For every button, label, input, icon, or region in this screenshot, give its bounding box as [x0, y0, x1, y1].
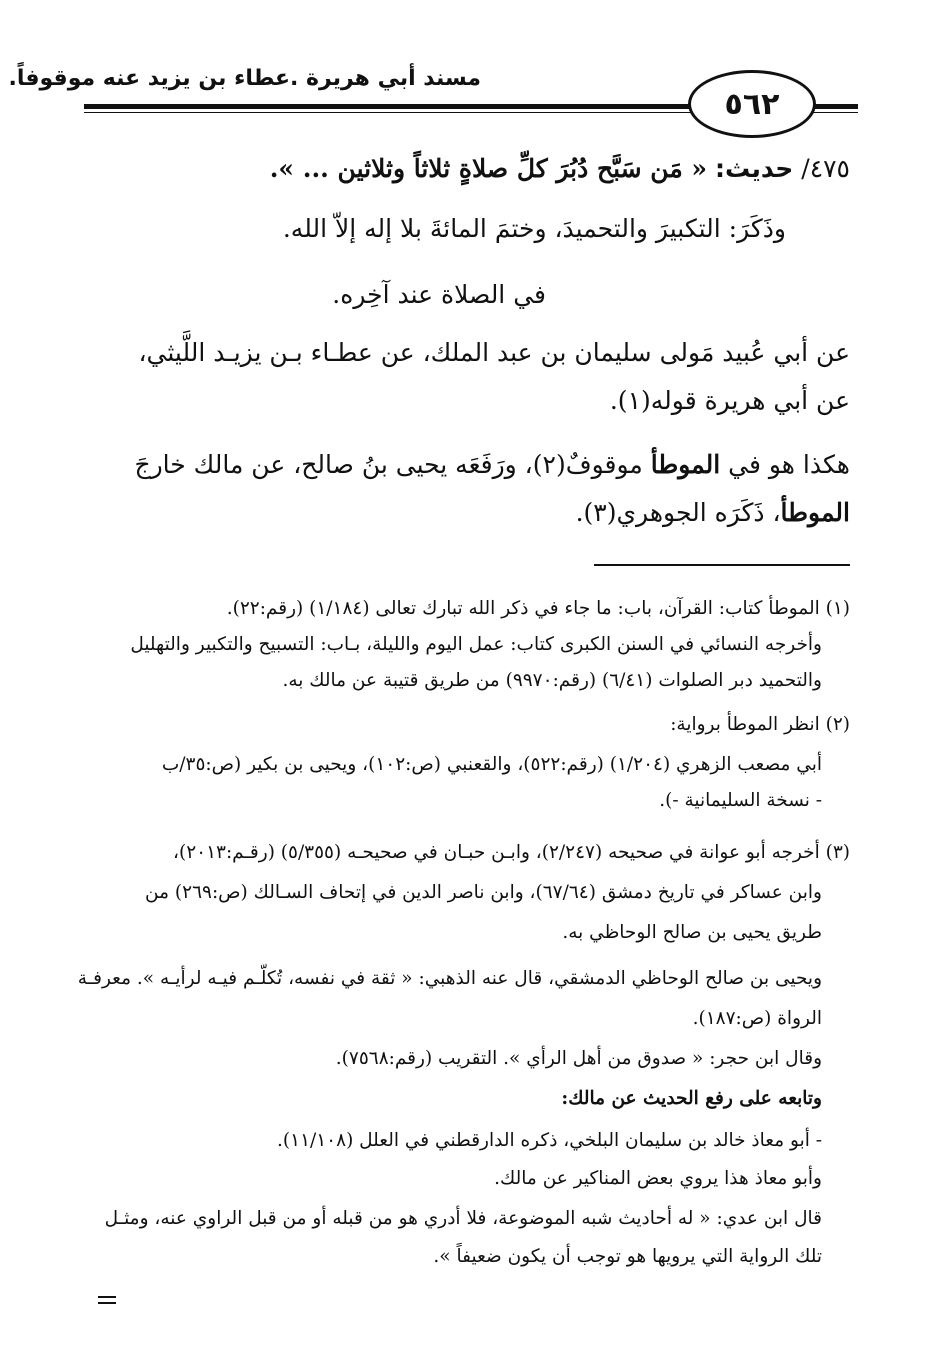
main-paragraph-line: عن أبي عُبيد مَولى سليمان بن عبد الملك، عن عطـاء بـن يزيـد اللَّيثي،	[138, 338, 850, 367]
page-number-oval	[688, 70, 816, 138]
hadith-text: « مَن سَبَّح دُبُرَ كلِّ صلاةٍ ثلاثاً وثلاثين ... ».	[269, 154, 708, 183]
footnote-2-line: (٢) انظر الموطأ برواية:	[670, 714, 850, 735]
hadith-number: ٤٧٥/	[801, 154, 850, 183]
text-fragment: موقوفٌ(٢)، ورَفَعَه يحيى بنُ صالح، عن مالك خارجَ	[134, 450, 643, 479]
text-fragment: ، ذَكَرَه الجوهري(٣).	[575, 498, 781, 527]
hadith-heading-line	[270, 152, 850, 186]
running-header-title: مسند أبي هريرة .عطاء بن يزيد عنه موقوفاً.	[8, 66, 481, 91]
footnote-3-line: طريق يحيى بن صالح الوحاظي به.	[562, 922, 822, 943]
footnote-separator	[594, 564, 850, 566]
footnote-3-subheading: وتابعه على رفع الحديث عن مالك:	[561, 1088, 822, 1109]
main-paragraph-line: عن أبي هريرة قوله(١).	[609, 386, 850, 415]
footnote-2-line: أبي مصعب الزهري (١/٢٠٤) (رقم:٥٢٢)، والقعنبي (ص:١٠٢)، ويحيى بن بكير (ص:٣٥/ب	[161, 754, 822, 775]
main-paragraph-line	[134, 448, 850, 482]
footnote-3-line: تلك الرواية التي يرويها هو توجب أن يكون ضعيفاً ».	[433, 1246, 822, 1267]
book-title: الموطأ	[650, 450, 721, 479]
footnote-3-line: قال ابن عدي: « له أحاديث شبه الموضوعة، فلا أدري هو من قبله أو من قبل الراوي عنه، ومثـل	[104, 1208, 822, 1229]
main-paragraph-line: في الصلاة عند آخِره.	[332, 280, 546, 309]
footnote-3-line: (٣) أخرجه أبو عوانة في صحيحه (٢/٢٤٧)، وابـن حبـان في صحيحـه (٥/٣٥٥) (رقـم:٢٠١٣)،	[173, 842, 850, 863]
footnote-3-line: الرواة (ص:١٨٧).	[692, 1008, 822, 1029]
page-number: ٥٦٢	[724, 86, 780, 122]
main-paragraph-line: وذَكَرَ: التكبيرَ والتحميدَ، وختمَ المائةَ بلا إله إلاّ الله.	[282, 214, 786, 243]
footnote-3-line: - أبو معاذ خالد بن سليمان البلخي، ذكره الدارقطني في العلل (١١/١٠٨).	[277, 1130, 822, 1151]
book-title: الموطأ	[780, 498, 850, 527]
footnote-3-line: وقال ابن حجر: « صدوق من أهل الرأي ». التقريب (رقم:٧٥٦٨).	[335, 1048, 822, 1069]
page-end-mark	[98, 1296, 116, 1308]
footnote-2-line: - نسخة السليمانية -).	[659, 790, 822, 811]
text-fragment: هكذا هو في	[728, 450, 850, 479]
main-paragraph-line	[576, 496, 850, 530]
footnote-3-line: وأبو معاذ هذا يروي بعض المناكير عن مالك.	[494, 1168, 822, 1189]
footnote-1-line: وأخرجه النسائي في السنن الكبرى كتاب: عمل اليوم والليلة، بـاب: التسبيح والتكبير والتهليل	[130, 634, 822, 655]
footnote-3-line: وابن عساكر في تاريخ دمشق (٦٧/٦٤)، وابن ناصر الدين في إتحاف السـالك (ص:٢٦٩) من	[145, 882, 822, 903]
footnote-3-line: ويحيى بن صالح الوحاظي الدمشقي، قال عنه الذهبي: « ثقة في نفسه، تُكلّـم فيـه لرأيـه ». معرفـة	[77, 968, 822, 989]
hadith-label: حديث:	[715, 154, 794, 183]
footnote-1-line: (١) الموطأ كتاب: القرآن، باب: ما جاء في ذكر الله تبارك تعالى (١/١٨٤) (رقم:٢٢).	[226, 598, 850, 619]
footnote-1-line: والتحميد دبر الصلوات (٦/٤١) (رقم:٩٩٧٠) من طريق قتيبة عن مالك به.	[282, 670, 822, 691]
